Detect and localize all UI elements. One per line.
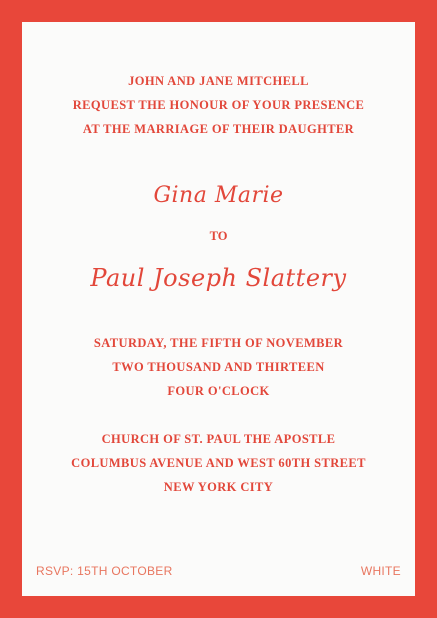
invitation-paper [22, 22, 415, 596]
hosts-line-1: JOHN AND JANE MITCHELL [128, 74, 309, 88]
hosts-block [22, 69, 415, 141]
date-line-3: FOUR O'CLOCK [167, 384, 270, 398]
to-word: TO [209, 229, 228, 243]
groom-name: Paul Joseph Slattery [90, 264, 347, 292]
date-line-2: TWO THOUSAND AND THIRTEEN [112, 360, 325, 374]
date-line-1: SATURDAY, THE FIFTH OF NOVEMBER [93, 336, 344, 350]
color-label: WHITE [360, 564, 401, 578]
venue-line-2: COLUMBUS AVENUE AND WEST 60TH STREET [71, 456, 366, 470]
date-block [22, 331, 415, 403]
hosts-line-2: REQUEST THE HONOUR OF YOUR PRESENCE [72, 98, 365, 112]
rsvp-note: RSVP: 15TH OCTOBER [36, 564, 173, 578]
hosts-line-3: AT THE MARRIAGE OF THEIR DAUGHTER [82, 122, 355, 136]
bride-name: Gina Marie [153, 183, 284, 208]
venue-line-3: NEW YORK CITY [163, 480, 274, 494]
venue-line-1: CHURCH OF ST. PAUL THE APOSTLE [101, 432, 336, 446]
venue-block [22, 427, 415, 499]
